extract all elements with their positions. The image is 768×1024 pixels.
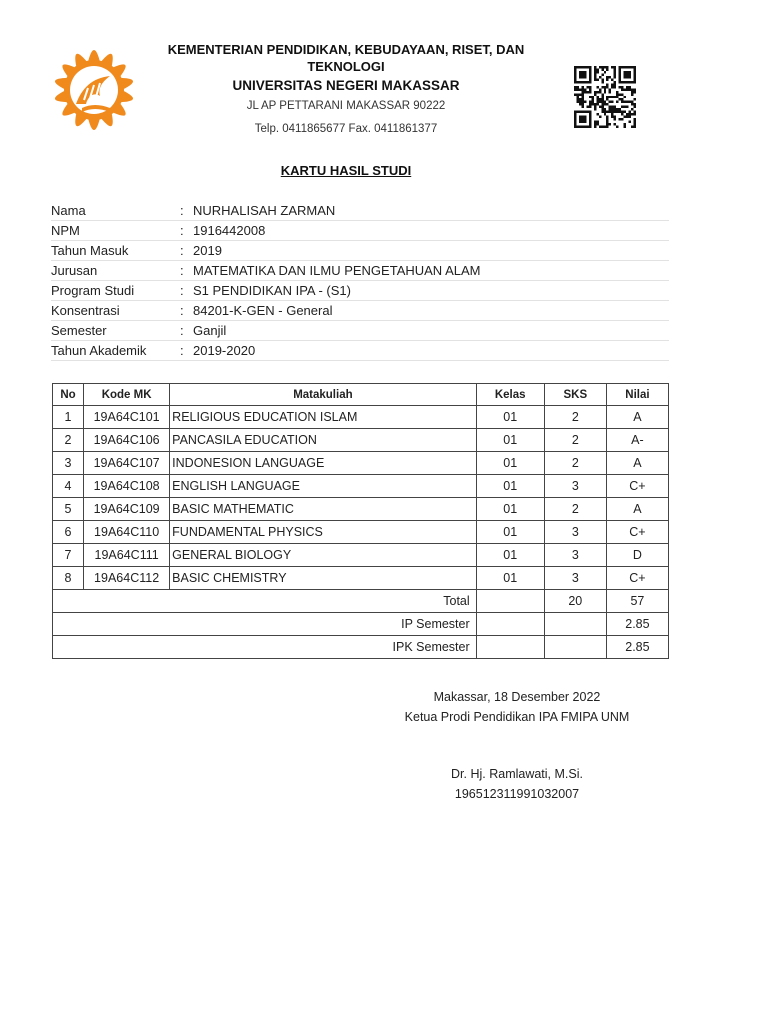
table-row: [53, 452, 669, 475]
cell-matakuliah: BASIC MATHEMATIC: [170, 498, 476, 521]
cell-nilai: C+: [606, 475, 668, 498]
cell-nilai: A: [606, 406, 668, 429]
cell-sks: 3: [544, 567, 606, 590]
cell-no: 8: [53, 567, 84, 590]
summary-row-total: [53, 590, 669, 613]
university-contact: Telp. 0411865677 Fax. 0411861377: [254, 123, 438, 135]
cell-kode: 19A64C111: [84, 544, 170, 567]
info-label: NPM: [51, 221, 180, 241]
cell-sks: 2: [544, 452, 606, 475]
cell-kelas: 01: [476, 567, 544, 590]
info-separator: :: [180, 201, 193, 221]
info-row-semester: [51, 321, 669, 341]
cell-matakuliah: INDONESION LANGUAGE: [170, 452, 476, 475]
cell-kelas: 01: [476, 452, 544, 475]
col-header-kode: Kode MK: [84, 384, 170, 406]
cell-no: 7: [53, 544, 84, 567]
table-row: [53, 475, 669, 498]
grades-table: [52, 383, 669, 659]
cell-kelas: 01: [476, 475, 544, 498]
info-row-program-studi: [51, 281, 669, 301]
info-value: 2019: [193, 241, 669, 261]
info-label: Jurusan: [51, 261, 180, 281]
signature-name: Dr. Hj. Ramlawati, M.Si.: [451, 767, 583, 781]
info-value: NURHALISAH ZARMAN: [193, 201, 669, 221]
summary-sks: [544, 636, 606, 659]
info-row-tahun-akademik: [51, 341, 669, 361]
cell-matakuliah: PANCASILA EDUCATION: [170, 429, 476, 452]
summary-nilai: 2.85: [606, 636, 668, 659]
summary-kelas: [476, 590, 544, 613]
cell-sks: 3: [544, 544, 606, 567]
info-value: Ganjil: [193, 321, 669, 341]
cell-kelas: 01: [476, 429, 544, 452]
cell-kode: 19A64C110: [84, 521, 170, 544]
info-separator: :: [180, 261, 193, 281]
summary-row-ip-semester: [53, 613, 669, 636]
info-label: Tahun Masuk: [51, 241, 180, 261]
summary-row-ipk-semester: [53, 636, 669, 659]
info-separator: :: [180, 281, 193, 301]
cell-sks: 2: [544, 406, 606, 429]
signature-position: Ketua Prodi Pendidikan IPA FMIPA UNM: [404, 710, 630, 724]
cell-sks: 2: [544, 429, 606, 452]
info-separator: :: [180, 341, 193, 361]
cell-nilai: C+: [606, 567, 668, 590]
student-info-table: [51, 201, 669, 361]
cell-kode: 19A64C106: [84, 429, 170, 452]
info-label: Konsentrasi: [51, 301, 180, 321]
cell-kode: 19A64C101: [84, 406, 170, 429]
info-row-jurusan: [51, 261, 669, 281]
cell-nilai: A: [606, 498, 668, 521]
cell-no: 6: [53, 521, 84, 544]
info-separator: :: [180, 221, 193, 241]
cell-kelas: 01: [476, 544, 544, 567]
info-value: MATEMATIKA DAN ILMU PENGETAHUAN ALAM: [193, 261, 669, 281]
cell-nilai: A: [606, 452, 668, 475]
summary-kelas: [476, 613, 544, 636]
summary-label: IPK Semester: [53, 636, 477, 659]
table-row: [53, 498, 669, 521]
summary-sks: [544, 613, 606, 636]
info-separator: :: [180, 301, 193, 321]
cell-kode: 19A64C112: [84, 567, 170, 590]
summary-kelas: [476, 636, 544, 659]
table-row: [53, 521, 669, 544]
summary-nilai: 57: [606, 590, 668, 613]
table-row: [53, 429, 669, 452]
qr-code-icon: [572, 66, 638, 128]
grades-header-row: [53, 384, 669, 406]
cell-sks: 3: [544, 475, 606, 498]
cell-no: 1: [53, 406, 84, 429]
cell-matakuliah: ENGLISH LANGUAGE: [170, 475, 476, 498]
info-row-nama: [51, 201, 669, 221]
cell-kode: 19A64C109: [84, 498, 170, 521]
cell-kode: 19A64C107: [84, 452, 170, 475]
info-label: Tahun Akademik: [51, 341, 180, 361]
info-value: 2019-2020: [193, 341, 669, 361]
signature-place-date: Makassar, 18 Desember 2022: [433, 690, 601, 704]
cell-matakuliah: FUNDAMENTAL PHYSICS: [170, 521, 476, 544]
summary-label: Total: [53, 590, 477, 613]
summary-label: IP Semester: [53, 613, 477, 636]
info-separator: :: [180, 241, 193, 261]
cell-no: 5: [53, 498, 84, 521]
university-name: UNIVERSITAS NEGERI MAKASSAR: [232, 78, 460, 93]
col-header-matakuliah: Matakuliah: [170, 384, 476, 406]
table-row: [53, 567, 669, 590]
ministry-name: KEMENTERIAN PENDIDIKAN, KEBUDAYAAN, RISET, DAN TEKNOLOGI: [167, 42, 525, 74]
table-row: [53, 406, 669, 429]
cell-nilai: C+: [606, 521, 668, 544]
summary-sks: 20: [544, 590, 606, 613]
summary-nilai: 2.85: [606, 613, 668, 636]
info-label: Nama: [51, 201, 180, 221]
cell-sks: 3: [544, 521, 606, 544]
document-title: KARTU HASIL STUDI: [280, 163, 412, 178]
table-row: [53, 544, 669, 567]
info-value: 1916442008: [193, 221, 669, 241]
university-logo-icon: [42, 38, 146, 138]
cell-matakuliah: GENERAL BIOLOGY: [170, 544, 476, 567]
info-separator: :: [180, 321, 193, 341]
info-row-konsentrasi: [51, 301, 669, 321]
info-row-tahun-masuk: [51, 241, 669, 261]
col-header-sks: SKS: [544, 384, 606, 406]
cell-no: 2: [53, 429, 84, 452]
cell-matakuliah: RELIGIOUS EDUCATION ISLAM: [170, 406, 476, 429]
cell-kelas: 01: [476, 498, 544, 521]
col-header-kelas: Kelas: [476, 384, 544, 406]
col-header-no: No: [53, 384, 84, 406]
cell-kelas: 01: [476, 521, 544, 544]
signature-nip: 196512311991032007: [454, 787, 580, 801]
col-header-nilai: Nilai: [606, 384, 668, 406]
info-row-npm: [51, 221, 669, 241]
cell-no: 3: [53, 452, 84, 475]
cell-nilai: A-: [606, 429, 668, 452]
info-value: S1 PENDIDIKAN IPA - (S1): [193, 281, 669, 301]
cell-kelas: 01: [476, 406, 544, 429]
info-label: Program Studi: [51, 281, 180, 301]
cell-no: 4: [53, 475, 84, 498]
info-value: 84201-K-GEN - General: [193, 301, 669, 321]
cell-nilai: D: [606, 544, 668, 567]
university-address: JL AP PETTARANI MAKASSAR 90222: [246, 100, 446, 112]
info-label: Semester: [51, 321, 180, 341]
cell-sks: 2: [544, 498, 606, 521]
cell-kode: 19A64C108: [84, 475, 170, 498]
cell-matakuliah: BASIC CHEMISTRY: [170, 567, 476, 590]
